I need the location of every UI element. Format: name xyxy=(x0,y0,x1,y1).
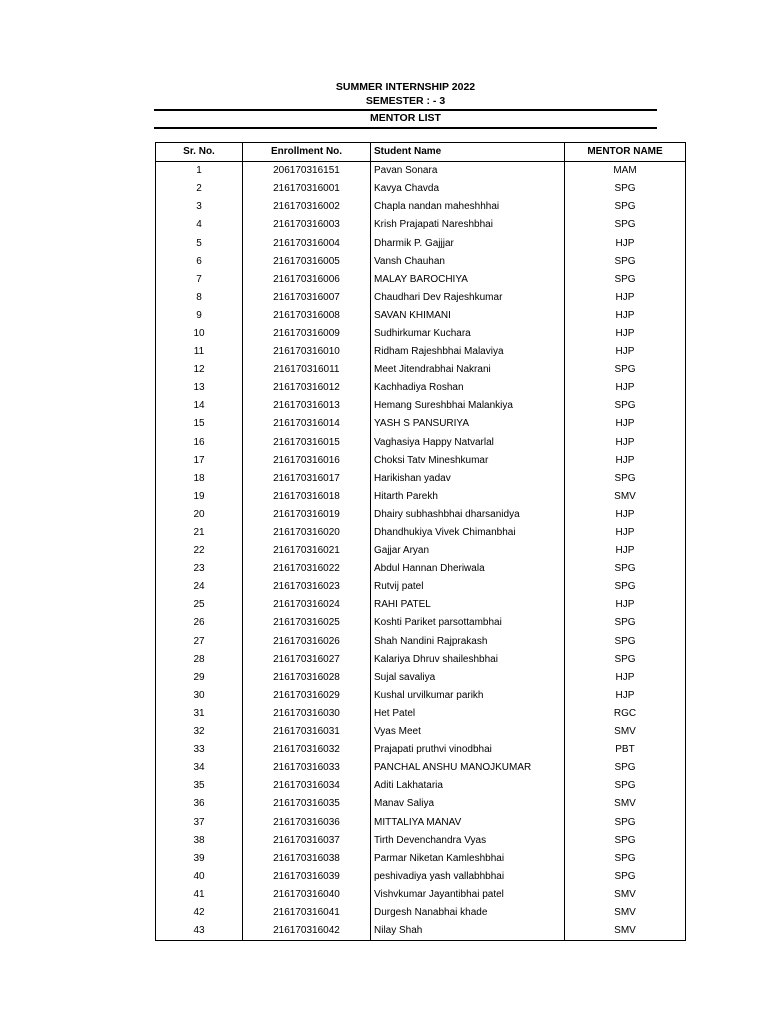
mentor-name-cell: MAM xyxy=(565,162,686,181)
document-header xyxy=(154,80,657,129)
enrollment-no-cell: 216170316032 xyxy=(243,741,371,759)
student-name-cell: Krish Prajapati Nareshbhai xyxy=(371,216,565,234)
enrollment-no-cell: 216170316005 xyxy=(243,253,371,271)
column-header-mentor-name: MENTOR NAME xyxy=(565,143,686,162)
sr-no-cell: 10 xyxy=(156,325,243,343)
enrollment-no-cell: 216170316004 xyxy=(243,234,371,252)
sr-no-cell: 3 xyxy=(156,198,243,216)
mentor-name-cell: HJP xyxy=(565,307,686,325)
mentor-name-cell: HJP xyxy=(565,434,686,452)
mentor-name-cell: SPG xyxy=(565,633,686,651)
column-header-enrollment-no: Enrollment No. xyxy=(243,143,371,162)
enrollment-no-cell: 206170316151 xyxy=(243,162,371,181)
enrollment-no-cell: 216170316030 xyxy=(243,705,371,723)
enrollment-no-cell: 216170316027 xyxy=(243,651,371,669)
enrollment-no-cell: 216170316028 xyxy=(243,669,371,687)
header-divider xyxy=(154,127,657,129)
mentor-name-cell: SMV xyxy=(565,795,686,813)
enrollment-no-cell: 216170316014 xyxy=(243,415,371,433)
table-row xyxy=(156,759,686,777)
mentor-table xyxy=(155,142,686,941)
enrollment-no-cell: 216170316031 xyxy=(243,723,371,741)
student-name-cell: PANCHAL ANSHU MANOJKUMAR xyxy=(371,759,565,777)
sr-no-cell: 32 xyxy=(156,723,243,741)
table-row xyxy=(156,578,686,596)
student-name-cell: Vyas Meet xyxy=(371,723,565,741)
sr-no-cell: 28 xyxy=(156,651,243,669)
table-row xyxy=(156,488,686,506)
column-header-sr-no: Sr. No. xyxy=(156,143,243,162)
enrollment-no-cell: 216170316038 xyxy=(243,850,371,868)
sr-no-cell: 11 xyxy=(156,343,243,361)
enrollment-no-cell: 216170316042 xyxy=(243,922,371,941)
table-row xyxy=(156,813,686,831)
enrollment-no-cell: 216170316018 xyxy=(243,488,371,506)
enrollment-no-cell: 216170316002 xyxy=(243,198,371,216)
student-name-cell: Hemang Sureshbhai Malankiya xyxy=(371,397,565,415)
table-row xyxy=(156,506,686,524)
enrollment-no-cell: 216170316023 xyxy=(243,578,371,596)
sr-no-cell: 41 xyxy=(156,886,243,904)
mentor-name-cell: PBT xyxy=(565,741,686,759)
student-name-cell: Dharmik P. Gajjjar xyxy=(371,234,565,252)
sr-no-cell: 8 xyxy=(156,289,243,307)
student-name-cell: Pavan Sonara xyxy=(371,162,565,181)
sr-no-cell: 18 xyxy=(156,470,243,488)
student-name-cell: Chapla nandan maheshhhai xyxy=(371,198,565,216)
sr-no-cell: 43 xyxy=(156,922,243,941)
table-row xyxy=(156,868,686,886)
student-name-cell: Meet Jitendrabhai Nakrani xyxy=(371,361,565,379)
sr-no-cell: 24 xyxy=(156,578,243,596)
column-header-student-name: Student Name xyxy=(371,143,565,162)
student-name-cell: Vishvkumar Jayantibhai patel xyxy=(371,886,565,904)
sr-no-cell: 1 xyxy=(156,162,243,181)
table-row xyxy=(156,198,686,216)
table-row xyxy=(156,524,686,542)
sr-no-cell: 15 xyxy=(156,415,243,433)
student-name-cell: Sujal savaliya xyxy=(371,669,565,687)
mentor-name-cell: SMV xyxy=(565,904,686,922)
sr-no-cell: 23 xyxy=(156,560,243,578)
enrollment-no-cell: 216170316013 xyxy=(243,397,371,415)
student-name-cell: Durgesh Nanabhai khade xyxy=(371,904,565,922)
sr-no-cell: 26 xyxy=(156,614,243,632)
table-row xyxy=(156,777,686,795)
table-row xyxy=(156,361,686,379)
student-name-cell: Vansh Chauhan xyxy=(371,253,565,271)
mentor-name-cell: SPG xyxy=(565,560,686,578)
student-name-cell: Kushal urvilkumar parikh xyxy=(371,687,565,705)
table-row xyxy=(156,343,686,361)
table-row xyxy=(156,669,686,687)
table-row xyxy=(156,271,686,289)
mentor-name-cell: SPG xyxy=(565,578,686,596)
mentor-name-cell: SMV xyxy=(565,488,686,506)
sr-no-cell: 13 xyxy=(156,379,243,397)
sr-no-cell: 25 xyxy=(156,596,243,614)
student-name-cell: Koshti Pariket parsottambhai xyxy=(371,614,565,632)
enrollment-no-cell: 216170316035 xyxy=(243,795,371,813)
table-row xyxy=(156,687,686,705)
enrollment-no-cell: 216170316033 xyxy=(243,759,371,777)
mentor-name-cell: HJP xyxy=(565,234,686,252)
table-header-row xyxy=(156,143,686,162)
enrollment-no-cell: 216170316015 xyxy=(243,434,371,452)
sr-no-cell: 36 xyxy=(156,795,243,813)
table-row xyxy=(156,307,686,325)
sr-no-cell: 2 xyxy=(156,180,243,198)
table-row xyxy=(156,886,686,904)
sr-no-cell: 7 xyxy=(156,271,243,289)
sr-no-cell: 9 xyxy=(156,307,243,325)
mentor-name-cell: HJP xyxy=(565,596,686,614)
enrollment-no-cell: 216170316017 xyxy=(243,470,371,488)
table-row xyxy=(156,633,686,651)
enrollment-no-cell: 216170316039 xyxy=(243,868,371,886)
table-row xyxy=(156,705,686,723)
semester-label: SEMESTER : - 3 xyxy=(365,95,446,107)
student-name-cell: Chaudhari Dev Rajeshkumar xyxy=(371,289,565,307)
student-name-cell: SAVAN KHIMANI xyxy=(371,307,565,325)
sr-no-cell: 6 xyxy=(156,253,243,271)
table-row xyxy=(156,470,686,488)
sr-no-cell: 21 xyxy=(156,524,243,542)
student-name-cell: Harikishan yadav xyxy=(371,470,565,488)
mentor-name-cell: SMV xyxy=(565,922,686,941)
mentor-name-cell: SPG xyxy=(565,614,686,632)
student-name-cell: Parmar Niketan Kamleshbhai xyxy=(371,850,565,868)
student-name-cell: RAHI PATEL xyxy=(371,596,565,614)
mentor-name-cell: SPG xyxy=(565,651,686,669)
table-row xyxy=(156,651,686,669)
mentor-name-cell: HJP xyxy=(565,343,686,361)
table-row xyxy=(156,596,686,614)
table-row xyxy=(156,723,686,741)
student-name-cell: Shah Nandini Rajprakash xyxy=(371,633,565,651)
document-title: SUMMER INTERNSHIP 2022 xyxy=(335,81,476,93)
sr-no-cell: 12 xyxy=(156,361,243,379)
mentor-name-cell: HJP xyxy=(565,687,686,705)
enrollment-no-cell: 216170316037 xyxy=(243,832,371,850)
student-name-cell: Gajjar Aryan xyxy=(371,542,565,560)
mentor-name-cell: HJP xyxy=(565,452,686,470)
table-row xyxy=(156,614,686,632)
mentor-name-cell: HJP xyxy=(565,506,686,524)
student-name-cell: Nilay Shah xyxy=(371,922,565,941)
student-name-cell: MALAY BAROCHIYA xyxy=(371,271,565,289)
enrollment-no-cell: 216170316040 xyxy=(243,886,371,904)
mentor-name-cell: SPG xyxy=(565,216,686,234)
table-row xyxy=(156,741,686,759)
table-row xyxy=(156,216,686,234)
student-name-cell: Hitarth Parekh xyxy=(371,488,565,506)
enrollment-no-cell: 216170316029 xyxy=(243,687,371,705)
mentor-name-cell: SPG xyxy=(565,180,686,198)
sr-no-cell: 4 xyxy=(156,216,243,234)
student-name-cell: YASH S PANSURIYA xyxy=(371,415,565,433)
table-body xyxy=(156,162,686,941)
student-name-cell: Vaghasiya Happy Natvarlal xyxy=(371,434,565,452)
table-row xyxy=(156,325,686,343)
sr-no-cell: 40 xyxy=(156,868,243,886)
enrollment-no-cell: 216170316022 xyxy=(243,560,371,578)
table-row xyxy=(156,850,686,868)
table-row xyxy=(156,180,686,198)
sr-no-cell: 5 xyxy=(156,234,243,252)
enrollment-no-cell: 216170316024 xyxy=(243,596,371,614)
mentor-name-cell: HJP xyxy=(565,415,686,433)
mentor-name-cell: HJP xyxy=(565,289,686,307)
table-row xyxy=(156,795,686,813)
enrollment-no-cell: 216170316007 xyxy=(243,289,371,307)
mentor-name-cell: SPG xyxy=(565,470,686,488)
table-row xyxy=(156,434,686,452)
enrollment-no-cell: 216170316009 xyxy=(243,325,371,343)
enrollment-no-cell: 216170316021 xyxy=(243,542,371,560)
enrollment-no-cell: 216170316006 xyxy=(243,271,371,289)
sr-no-cell: 31 xyxy=(156,705,243,723)
student-name-cell: Dhandhukiya Vivek Chimanbhai xyxy=(371,524,565,542)
mentor-name-cell: RGC xyxy=(565,705,686,723)
table-row xyxy=(156,922,686,941)
sr-no-cell: 22 xyxy=(156,542,243,560)
enrollment-no-cell: 216170316020 xyxy=(243,524,371,542)
enrollment-no-cell: 216170316026 xyxy=(243,633,371,651)
mentor-name-cell: HJP xyxy=(565,325,686,343)
mentor-name-cell: SPG xyxy=(565,271,686,289)
mentor-name-cell: SPG xyxy=(565,397,686,415)
mentor-name-cell: SPG xyxy=(565,777,686,795)
mentor-name-cell: SPG xyxy=(565,850,686,868)
enrollment-no-cell: 216170316025 xyxy=(243,614,371,632)
table-row xyxy=(156,832,686,850)
sr-no-cell: 16 xyxy=(156,434,243,452)
enrollment-no-cell: 216170316010 xyxy=(243,343,371,361)
table-row xyxy=(156,162,686,181)
mentor-name-cell: HJP xyxy=(565,524,686,542)
table-row xyxy=(156,560,686,578)
table-row xyxy=(156,542,686,560)
student-name-cell: Sudhirkumar Kuchara xyxy=(371,325,565,343)
student-name-cell: Ridham Rajeshbhai Malaviya xyxy=(371,343,565,361)
mentor-name-cell: HJP xyxy=(565,669,686,687)
list-name: MENTOR LIST xyxy=(370,112,441,124)
table-row xyxy=(156,253,686,271)
mentor-name-cell: SMV xyxy=(565,886,686,904)
student-name-cell: Rutvij patel xyxy=(371,578,565,596)
sr-no-cell: 33 xyxy=(156,741,243,759)
student-name-cell: Tirth Devenchandra Vyas xyxy=(371,832,565,850)
student-name-cell: Prajapati pruthvi vinodbhai xyxy=(371,741,565,759)
sr-no-cell: 37 xyxy=(156,813,243,831)
enrollment-no-cell: 216170316011 xyxy=(243,361,371,379)
student-name-cell: Choksi Tatv Mineshkumar xyxy=(371,452,565,470)
sr-no-cell: 19 xyxy=(156,488,243,506)
sr-no-cell: 39 xyxy=(156,850,243,868)
sr-no-cell: 20 xyxy=(156,506,243,524)
mentor-name-cell: SPG xyxy=(565,813,686,831)
sr-no-cell: 38 xyxy=(156,832,243,850)
sr-no-cell: 14 xyxy=(156,397,243,415)
sr-no-cell: 35 xyxy=(156,777,243,795)
enrollment-no-cell: 216170316019 xyxy=(243,506,371,524)
student-name-cell: MITTALIYA MANAV xyxy=(371,813,565,831)
student-name-cell: peshivadiya yash vallabhbhai xyxy=(371,868,565,886)
table-row xyxy=(156,379,686,397)
sr-no-cell: 42 xyxy=(156,904,243,922)
enrollment-no-cell: 216170316041 xyxy=(243,904,371,922)
table-row xyxy=(156,234,686,252)
table-row xyxy=(156,452,686,470)
mentor-name-cell: HJP xyxy=(565,379,686,397)
student-name-cell: Dhairy subhashbhai dharsanidya xyxy=(371,506,565,524)
enrollment-no-cell: 216170316008 xyxy=(243,307,371,325)
enrollment-no-cell: 216170316036 xyxy=(243,813,371,831)
mentor-name-cell: SMV xyxy=(565,723,686,741)
sr-no-cell: 29 xyxy=(156,669,243,687)
enrollment-no-cell: 216170316001 xyxy=(243,180,371,198)
mentor-name-cell: SPG xyxy=(565,759,686,777)
mentor-name-cell: SPG xyxy=(565,361,686,379)
mentor-name-cell: SPG xyxy=(565,832,686,850)
mentor-name-cell: SPG xyxy=(565,868,686,886)
table-row xyxy=(156,289,686,307)
sr-no-cell: 34 xyxy=(156,759,243,777)
mentor-name-cell: SPG xyxy=(565,198,686,216)
student-name-cell: Kalariya Dhruv shaileshbhai xyxy=(371,651,565,669)
sr-no-cell: 17 xyxy=(156,452,243,470)
sr-no-cell: 30 xyxy=(156,687,243,705)
student-name-cell: Aditi Lakhataria xyxy=(371,777,565,795)
student-name-cell: Abdul Hannan Dheriwala xyxy=(371,560,565,578)
table-row xyxy=(156,904,686,922)
student-name-cell: Manav Saliya xyxy=(371,795,565,813)
enrollment-no-cell: 216170316034 xyxy=(243,777,371,795)
student-name-cell: Het Patel xyxy=(371,705,565,723)
student-name-cell: Kachhadiya Roshan xyxy=(371,379,565,397)
enrollment-no-cell: 216170316016 xyxy=(243,452,371,470)
enrollment-no-cell: 216170316012 xyxy=(243,379,371,397)
enrollment-no-cell: 216170316003 xyxy=(243,216,371,234)
table-row xyxy=(156,415,686,433)
sr-no-cell: 27 xyxy=(156,633,243,651)
table-row xyxy=(156,397,686,415)
mentor-name-cell: HJP xyxy=(565,542,686,560)
mentor-name-cell: SPG xyxy=(565,253,686,271)
student-name-cell: Kavya Chavda xyxy=(371,180,565,198)
